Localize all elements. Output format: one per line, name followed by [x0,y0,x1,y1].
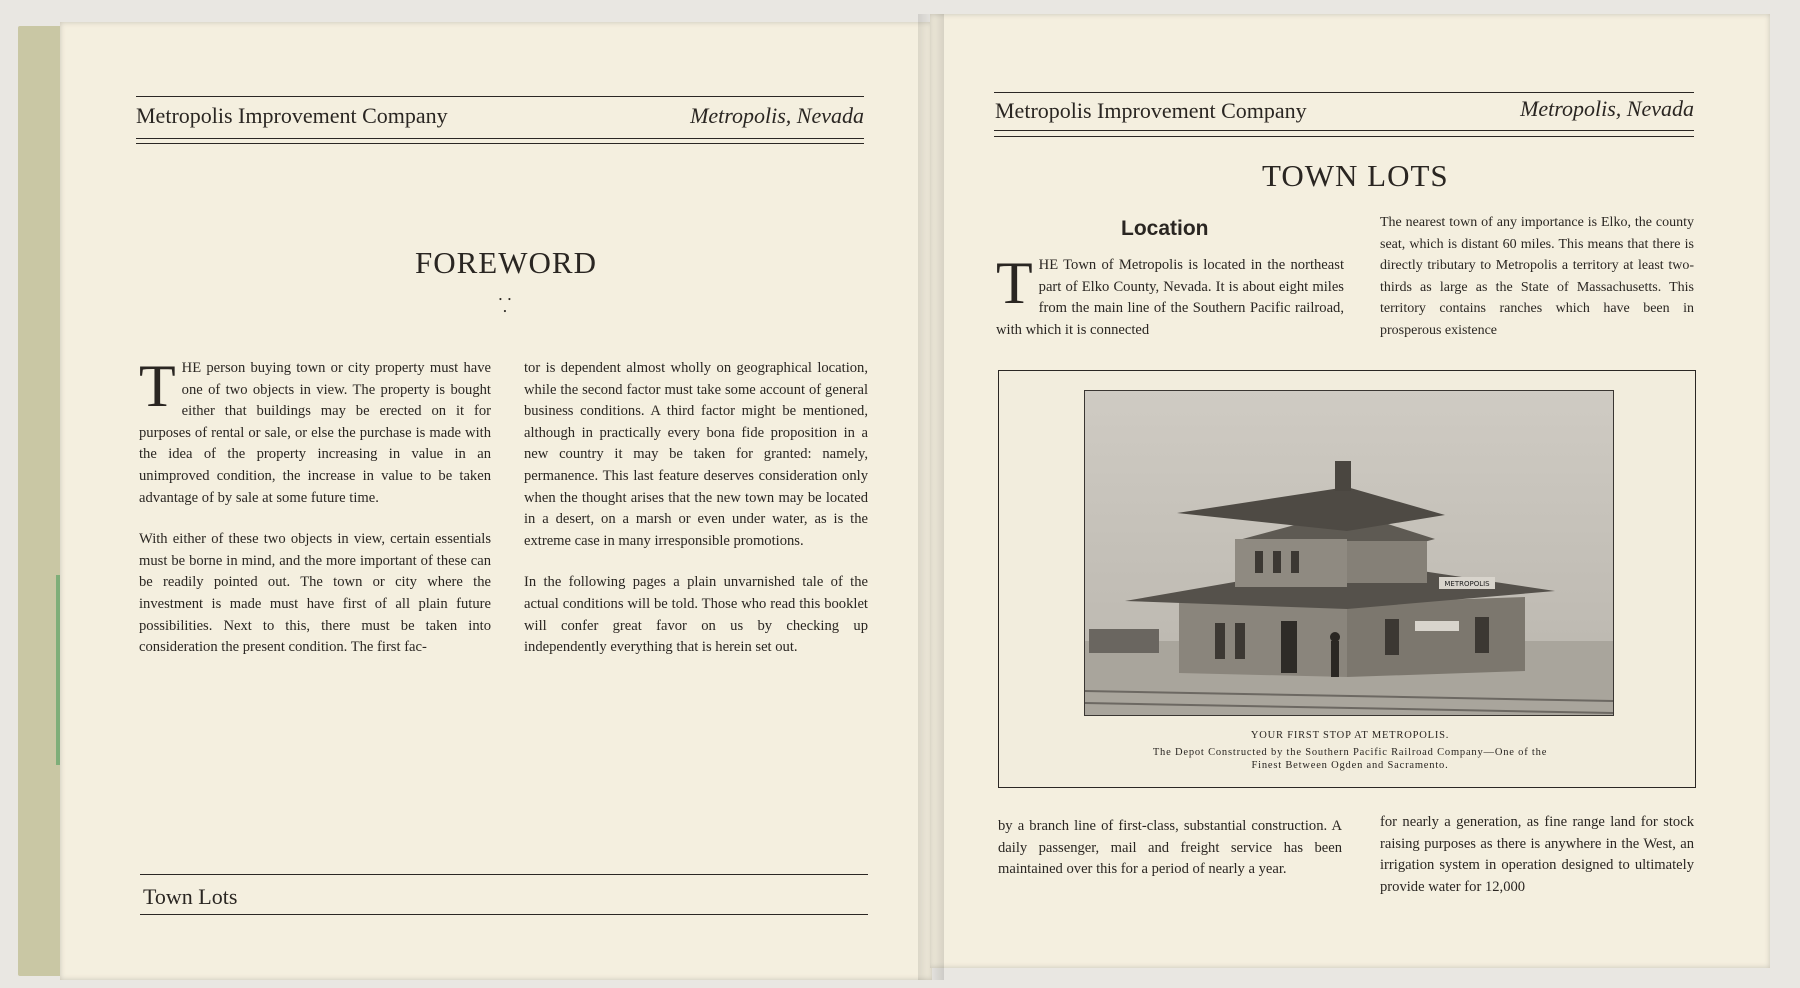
location-paragraph-1: HE Town of Metropolis is located in the northeast part of Elko County, Nevada. It is about eight miles from the main line of the Southern Pacific railroad, with which it is connected [996,257,1344,338]
foreword-paragraph-3: tor is dependent almost wholly on geographical location, while the second factor must take some account of general business conditions. A third factor might be mentioned, although in practically every bona fide proposition in a new country it may be taken for granted: namely, permanence. This last feature deserves consideration only when the thought arises that the new town may be located in a desert, on a marsh or even under water, as is the extreme case in many irresponsible promotions. [524,360,868,549]
town-lots-title: TOWN LOTS [1262,158,1449,193]
left-header-company: Metropolis Improvement Company [136,103,448,128]
foreword-column-1 [139,353,491,679]
location-column-2 [1380,212,1694,362]
foreword-paragraph-2: With either of these two objects in view, certain essentials must be borne in mind, and the more important of these can be readily pointed out. The town or city where the investment is made must have first of all plain future possibilities. Next to this, there must be taken into consideration the present condition. The first fac- [139,531,491,656]
left-footer-rule-top [140,874,868,875]
right-header-rule-bottom [994,136,1694,137]
right-header-rule-mid [994,130,1694,131]
foreword-paragraph-4: In the following pages a plain unvarnished tale of the actual conditions will be told. Those who read this booklet will confer great favor on us by checking up independently everything that is herein set out. [524,574,868,656]
location-column-1 [996,250,1344,361]
location-subhead: Location [1121,217,1209,240]
photo-caption-3: Finest Between Ogden and Sacramento. [1251,760,1449,771]
station-sign [1415,621,1459,631]
foreword-paragraph-1: HE person buying town or city property must have one of two objects in view. The property is bought either that buildings may be erected on it for purposes of rental or sale, or else the purchase is made with the idea of the property increasing in value in an unimproved condition, the increase in value to be taken advantage of by sale at some future time. [139,360,491,506]
location-paragraph-4: for nearly a generation, as fine range land for stock raising purposes as there is anywhere in the West, an irrigation system in operation designed to ultimately provide water for 12,000 [1380,814,1694,895]
depot-photo [1084,390,1614,716]
depot-illustration [1085,391,1613,715]
left-header-rule-top [136,96,864,97]
dropcap: T [996,250,1033,316]
gutter [918,14,944,980]
left-header-rule-bottom [136,143,864,144]
right-header-place: Metropolis, Nevada [1520,96,1694,121]
footer-title: Town Lots [143,884,238,909]
dropcap: T [139,353,176,419]
photo-sign-text: METROPOLIS [1444,580,1490,588]
left-header-rule-mid [136,138,864,139]
location-paragraph-2: The nearest town of any importance is Elko, the county seat, which is distant 60 miles. This means that there is directly tributary to Metropolis a territory at least two-thirds as large as the State of Massachusetts. This territory contains ranches which have been in prosperous existence [1380,215,1694,338]
title-ornament: ∙ ∙ ∙ [498,289,512,321]
location-column-3 [998,816,1342,901]
photo-caption-2: The Depot Constructed by the Southern Pacific Railroad Company—One of the [1152,747,1548,758]
photo-caption-1: YOUR FIRST STOP AT METROPOLIS. [1250,730,1450,741]
location-paragraph-3: by a branch line of first-class, substantial construction. A daily passenger, mail and freight service has been maintained over this for a period of nearly a year. [998,818,1342,878]
left-footer-rule-bottom [140,914,868,915]
location-column-4 [1380,812,1694,918]
right-header-rule-top [994,92,1694,93]
right-header-company: Metropolis Improvement Company [995,98,1307,123]
foreword-column-2 [524,358,868,679]
foreword-title: FOREWORD [415,245,597,280]
left-header-place: Metropolis, Nevada [690,103,864,128]
